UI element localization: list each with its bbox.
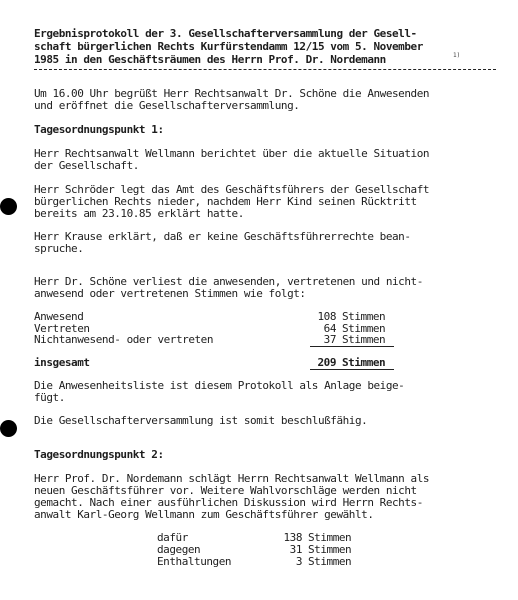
vote-unit-nichtanwesend: Stimmen [342,333,386,346]
top2-p1-line-3: gemacht. Nach einer ausführlichen Diskussion wird Herrn Rechts- [34,496,423,509]
top1-p4-line-1: Herr Dr. Schöne verliest die anwesenden, vertretenen und nicht- [34,275,423,288]
vote2-unit-dagegen: Stimmen [308,543,352,556]
vote-sum-underline [310,346,394,347]
vote2-count-dafuer: 138 [283,531,302,544]
top1-p2-line-1: Herr Schröder legt das Amt des Geschäftsführers der Gesellschaft [34,183,430,196]
vote-total-count: 209 [317,356,336,369]
top2-heading: Tagesordnungspunkt 2: [34,448,164,461]
vote-count-vertreten: 64 [323,322,336,335]
header-line-2: schaft bürgerlichen Rechts Kurfürstendamm 12/15 vom 5. November [34,40,423,53]
header-line-1: Ergebnisprotokoll der 3. Gesellschafterversammlung der Gesell- [34,27,417,40]
vote-total-unit: Stimmen [342,356,386,369]
vote-unit-vertreten: Stimmen [342,322,386,335]
vote-label-anwesend: Anwesend [34,310,84,323]
punch-hole-top [0,198,17,215]
top1-p3-line-2: spruche. [34,242,84,255]
top1-heading: Tagesordnungspunkt 1: [34,123,164,136]
vote-label-nichtanwesend: Nichtanwesend- oder vertreten [34,333,214,346]
vote2-count-enthaltungen: 3 [295,555,302,568]
vote-label-vertreten: Vertreten [34,322,90,335]
top1-p1-line-2: der Gesellschaft. [34,159,139,172]
vote2-label-enthaltungen: Enthaltungen [157,555,232,568]
header-line-3: 1985 in den Geschäftsräumen des Herrn Prof. Dr. Nordemann [34,53,386,66]
top1-p2-line-3: bereits am 23.10.85 erklärt hatte. [34,207,244,220]
vote2-label-dafuer: dafür [157,531,188,544]
top2-p1-line-4: anwalt Karl-Georg Wellmann zum Geschäftsführer gewählt. [34,508,374,521]
punch-hole-bottom [0,420,17,437]
top1-p5-line-2: fügt. [34,391,65,404]
vote-count-anwesend: 108 [317,310,336,323]
vote-count-nichtanwesend: 37 [323,333,336,346]
intro-line-1: Um 16.00 Uhr begrüßt Herr Rechtsanwalt Dr. Schöne die Anwesenden [34,87,430,100]
top2-p1-line-1: Herr Prof. Dr. Nordemann schlägt Herrn Rechtsanwalt Wellmann als [34,472,430,485]
vote-total-underline [310,369,394,370]
top1-p2-line-2: bürgerlichen Rechts nieder, nachdem Herr Kind seinen Rücktritt [34,195,417,208]
vote2-count-dagegen: 31 [289,543,302,556]
footnote-mark: 1) [453,52,461,59]
vote2-label-dagegen: dagegen [157,543,201,556]
top1-p6-line-1: Die Gesellschafterversammlung ist somit beschlußfähig. [34,414,368,427]
vote-unit-anwesend: Stimmen [342,310,386,323]
top1-p5-line-1: Die Anwesenheitsliste ist diesem Protokoll als Anlage beige- [34,379,405,392]
top2-p1-line-2: neuen Geschäftsführer vor. Weitere Wahlvorschläge werden nicht [34,484,417,497]
top1-p3-line-1: Herr Krause erklärt, daß er keine Geschäftsführerrechte bean- [34,230,411,243]
top1-p4-line-2: anwesend oder vertretenen Stimmen wie folgt: [34,287,306,300]
intro-line-2: und eröffnet die Gesellschafterversammlung. [34,99,300,112]
header-rule [34,69,496,70]
vote2-unit-enthaltungen: Stimmen [308,555,352,568]
vote2-unit-dafuer: Stimmen [308,531,352,544]
top1-p1-line-1: Herr Rechtsanwalt Wellmann berichtet über die aktuelle Situation [34,147,430,160]
vote-total-label: insgesamt [34,356,90,369]
